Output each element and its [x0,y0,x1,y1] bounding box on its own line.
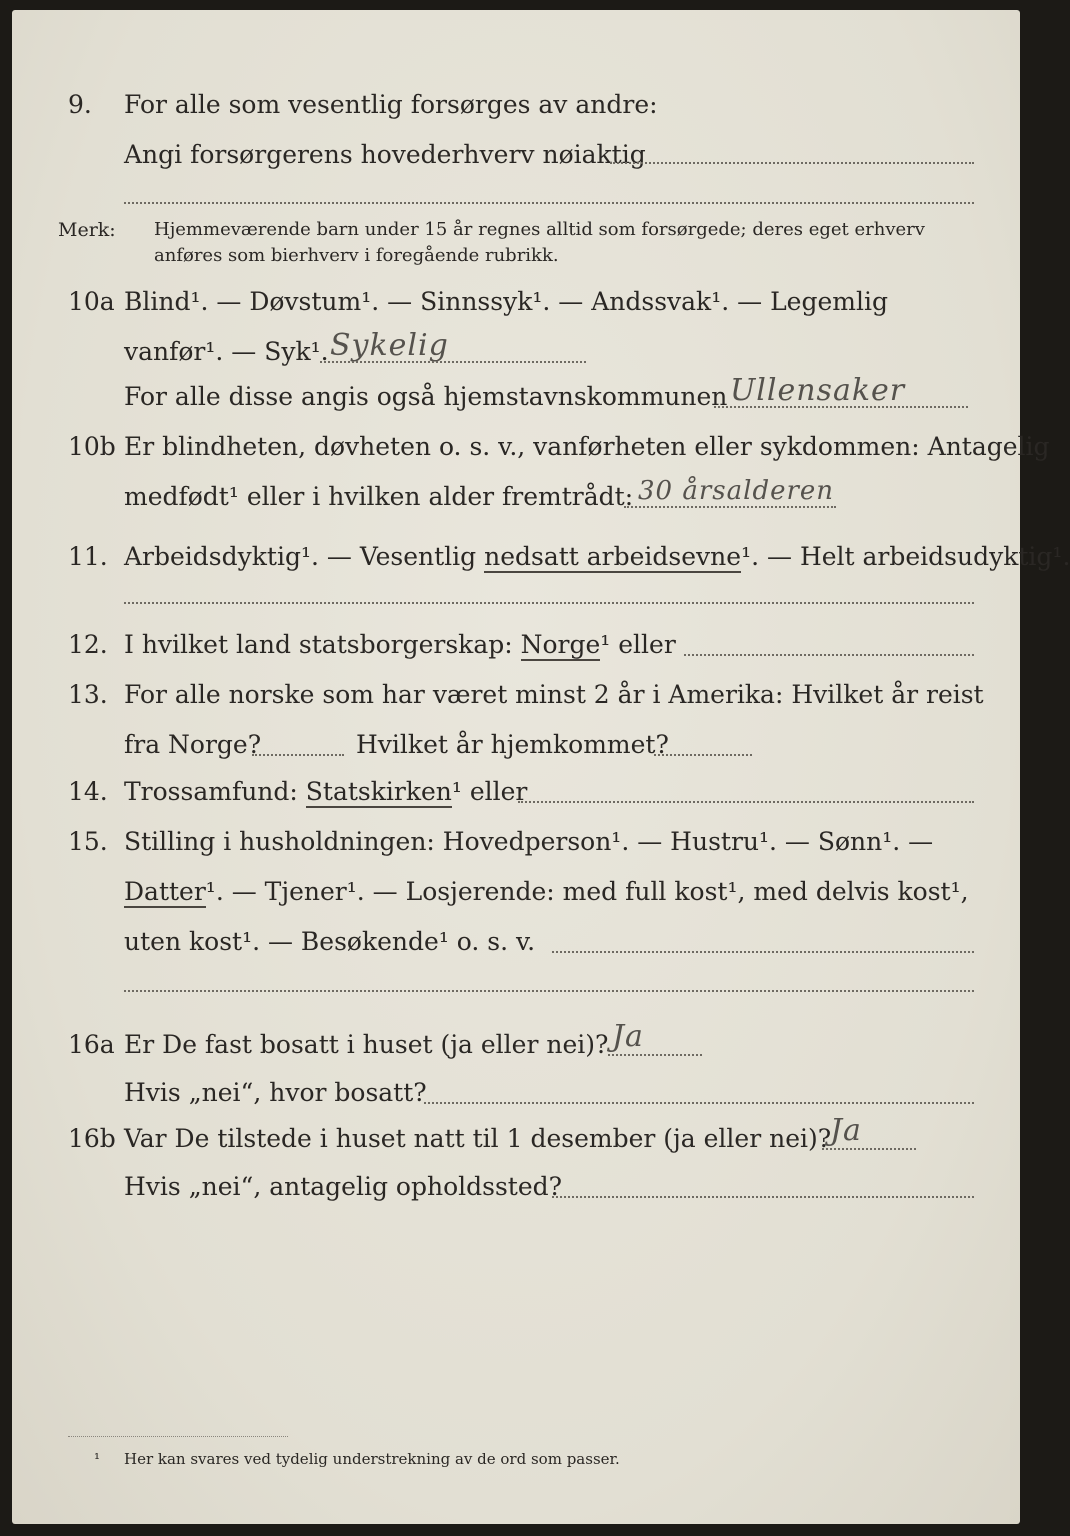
question-text: Hvis „nei“, antagelig opholdssted? [124,1172,563,1201]
option-text: Arbeidsdyktig¹. — Vesentlig [124,542,485,571]
question-number: 9. [68,90,92,119]
answer-field[interactable] [552,951,974,953]
question-text: Angi forsørgerens hovederhverv nøiaktig [124,140,646,169]
question-number: 11. [68,542,108,571]
option-text: ¹ eller [600,630,676,659]
underlined-option: Norge [520,630,601,659]
answer-field[interactable] [624,506,836,508]
question-text: Hvilket år hjemkommet? [356,730,669,759]
question-text: For alle disse angis også hjemstavnskommunen [124,382,728,411]
handwritten-answer: Sykelig [330,328,449,363]
handwritten-answer: Ja [830,1113,862,1148]
question-text: fra Norge? [124,730,262,759]
answer-line[interactable] [124,602,974,604]
question-text: medfødt¹ eller i hvilken alder fremtrådt: [124,482,634,511]
question-number: 10b [68,432,116,461]
question-text: Stilling i husholdningen: Hovedperson¹. — Hustru¹. — Sønn¹. — [124,827,934,856]
answer-field[interactable] [424,1102,974,1104]
option-text: ¹. — Tjener¹. — Losjerende: med full kost¹, med delvis kost¹, [205,877,969,906]
answer-field[interactable] [518,801,974,803]
answer-field[interactable] [320,361,586,363]
footnote-text: Her kan svares ved tydelig understrekning av de ord som passer. [124,1450,620,1468]
note-label: Merk: [58,219,116,241]
question-text: vanfør¹. — Syk¹. [124,337,329,366]
option-text: ¹. — Helt arbeidsudyktig¹. [741,542,1070,571]
answer-field[interactable] [552,1196,974,1198]
note-text: anføres som bierhverv i foregående rubrikk. [154,245,559,266]
question-number: 15. [68,827,108,856]
option-text: ¹ eller [451,777,528,806]
question-number: 13. [68,680,108,709]
question-number: 10a [68,287,115,316]
question-text: Er De fast bosatt i huset (ja eller nei)? [124,1030,609,1059]
question-number: 16a [68,1030,115,1059]
answer-field[interactable] [252,754,344,756]
question-text [124,628,676,662]
handwritten-answer: 30 årsalderen [638,476,835,506]
answer-field[interactable] [714,406,968,408]
answer-field[interactable] [608,1054,702,1056]
footnote-divider [68,1436,288,1437]
underlined-option: Statskirken [305,777,452,806]
question-text: Blind¹. — Døvstum¹. — Sinnssyk¹. — Andssvak¹. — Legemlig [124,287,888,316]
question-text [124,875,969,909]
answer-field[interactable] [822,1148,916,1150]
question-text: uten kost¹. — Besøkende¹ o. s. v. [124,927,536,956]
census-form-page [12,10,1070,1524]
question-text: For alle som vesentlig forsørges av andre: [124,90,658,119]
question-text [124,540,1070,574]
underlined-option: Datter [124,877,206,906]
answer-line[interactable] [124,202,974,204]
question-text: Hvis „nei“, hvor bosatt? [124,1078,427,1107]
underlined-option: nedsatt arbeidsevne [484,542,742,571]
answer-field[interactable] [654,754,752,756]
note-text: Hjemmeværende barn under 15 år regnes alltid som forsørgede; deres eget erhverv [154,219,925,240]
handwritten-answer: Ja [612,1019,644,1054]
question-number: 16b [68,1124,116,1153]
question-number: 14. [68,777,108,806]
answer-field[interactable] [610,162,974,164]
question-number: 12. [68,630,108,659]
option-text: Trossamfund: [124,777,306,806]
handwritten-answer: Ullensaker [730,373,906,408]
footnote-mark: ¹ [94,1450,101,1468]
question-text: Er blindheten, døvheten o. s. v., vanførheten eller sykdommen: Antagelig [124,432,1050,461]
answer-line[interactable] [124,990,974,992]
option-text: I hvilket land statsborgerskap: [124,630,521,659]
answer-field[interactable] [684,654,974,656]
question-text: Var De tilstede i huset natt til 1 desember (ja eller nei)? [124,1124,832,1153]
question-text [124,775,527,809]
question-text: For alle norske som har været minst 2 år i Amerika: Hvilket år reist [124,680,984,709]
